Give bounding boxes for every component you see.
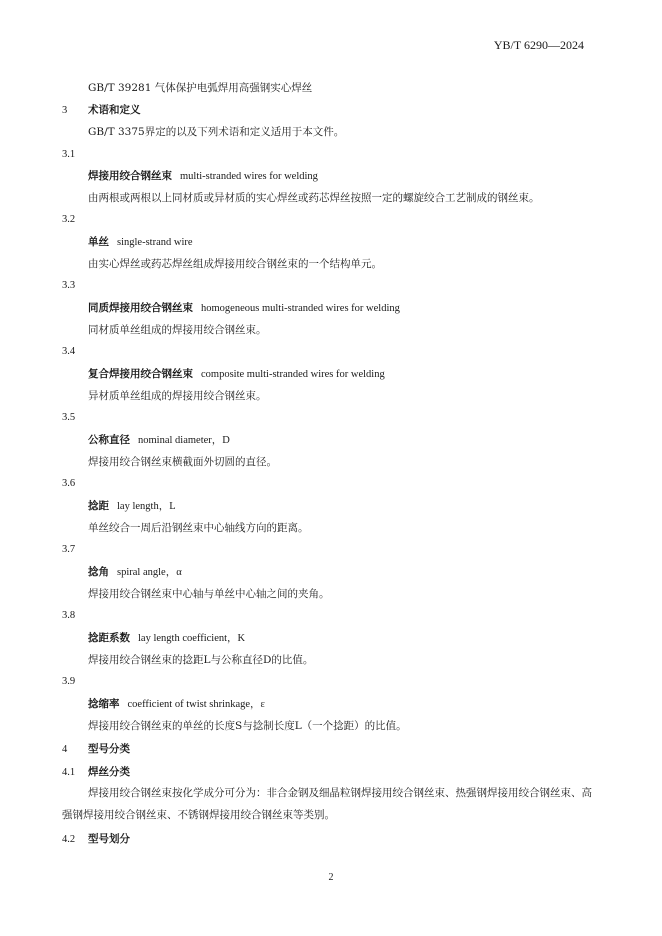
term-zh: 复合焊接用绞合钢丝束 bbox=[88, 368, 193, 380]
term-heading bbox=[88, 234, 193, 249]
term-heading bbox=[88, 498, 176, 513]
term-zh: 同质焊接用绞合钢丝束 bbox=[88, 302, 193, 314]
term-heading bbox=[88, 564, 182, 579]
term-definition: 异材质单丝组成的焊接用绞合钢丝束。 bbox=[88, 390, 267, 402]
term-heading bbox=[88, 630, 245, 645]
term-en: lay length coefficient，K bbox=[138, 633, 246, 644]
term-heading bbox=[88, 168, 318, 183]
term-en: coefficient of twist shrinkage，ε bbox=[127, 699, 265, 710]
standard-number: YB/T 6290—2024 bbox=[493, 38, 584, 52]
term-zh: 焊接用绞合钢丝束 bbox=[88, 170, 172, 182]
normative-reference: GB/T 39281 气体保护电弧焊用高强钢实心焊丝 bbox=[88, 82, 313, 94]
section-3-intro: GB/T 3375界定的以及下列术语和定义适用于本文件。 bbox=[88, 126, 345, 138]
term-heading bbox=[88, 366, 385, 381]
term-definition: 焊接用绞合钢丝束中心轴与单丝中心轴之间的夹角。 bbox=[88, 588, 330, 600]
term-en: nominal diameter，D bbox=[138, 435, 230, 446]
section-number: 4 bbox=[62, 744, 68, 755]
term-en: multi-stranded wires for welding bbox=[180, 171, 318, 182]
term-number: 3.1 bbox=[62, 149, 76, 160]
term-definition: 单丝绞合一周后沿钢丝束中心轴线方向的距离。 bbox=[88, 522, 309, 534]
term-en: composite multi-stranded wires for welding bbox=[201, 369, 385, 380]
term-number: 3.3 bbox=[62, 280, 76, 291]
section-3-heading bbox=[62, 102, 141, 117]
term-number: 3.7 bbox=[62, 544, 76, 555]
term-en: spiral angle，α bbox=[117, 567, 182, 578]
section-number: 4.2 bbox=[62, 834, 76, 845]
term-definition: 同材质单丝组成的焊接用绞合钢丝束。 bbox=[88, 324, 267, 336]
term-number: 3.5 bbox=[62, 412, 76, 423]
term-definition: 焊接用绞合钢丝束的单丝的长度S与捻制长度L（一个捻距）的比值。 bbox=[88, 720, 407, 732]
term-en: lay length，L bbox=[117, 501, 176, 512]
section-4-heading bbox=[62, 741, 130, 756]
term-en: homogeneous multi-stranded wires for welding bbox=[201, 303, 400, 314]
section-title: 型号划分 bbox=[88, 833, 130, 845]
term-en: single-strand wire bbox=[117, 237, 193, 248]
section-title: 焊丝分类 bbox=[88, 766, 130, 778]
section-title: 型号分类 bbox=[88, 743, 130, 755]
term-zh: 公称直径 bbox=[88, 434, 130, 446]
term-number: 3.2 bbox=[62, 214, 76, 225]
section-4-1-paragraph: 焊接用绞合钢丝束按化学成分可分为：非合金钢及细晶粒钢焊接用绞合钢丝束、热强钢焊接用绞合钢丝束、高强钢焊接用绞合钢丝束、不锈钢焊接用绞合钢丝束等类别。 bbox=[62, 787, 592, 821]
term-zh: 捻缩率 bbox=[88, 698, 120, 710]
term-heading bbox=[88, 696, 265, 711]
term-number: 3.8 bbox=[62, 610, 76, 621]
term-heading bbox=[88, 432, 230, 447]
term-number: 3.4 bbox=[62, 346, 76, 357]
term-number: 3.9 bbox=[62, 676, 76, 687]
term-number: 3.6 bbox=[62, 478, 76, 489]
section-number: 4.1 bbox=[62, 767, 76, 778]
term-zh: 捻角 bbox=[88, 566, 109, 578]
term-definition: 由两根或两根以上同材质或异材质的实心焊丝或药芯焊丝按照一定的螺旋绞合工艺制成的钢丝束。 bbox=[88, 192, 540, 204]
term-zh: 单丝 bbox=[88, 236, 109, 248]
term-heading bbox=[88, 300, 400, 315]
section-number: 3 bbox=[62, 105, 68, 116]
term-definition: 由实心焊丝或药芯焊丝组成焊接用绞合钢丝束的一个结构单元。 bbox=[88, 258, 382, 270]
page-number: 2 bbox=[328, 872, 334, 883]
section-title: 术语和定义 bbox=[88, 104, 141, 116]
term-zh: 捻距 bbox=[88, 500, 109, 512]
term-zh: 捻距系数 bbox=[88, 632, 130, 644]
section-4-1-heading bbox=[62, 764, 130, 779]
section-4-2-heading bbox=[62, 831, 130, 846]
term-definition: 焊接用绞合钢丝束横截面外切圆的直径。 bbox=[88, 456, 277, 468]
term-definition: 焊接用绞合钢丝束的捻距L与公称直径D的比值。 bbox=[88, 654, 314, 666]
